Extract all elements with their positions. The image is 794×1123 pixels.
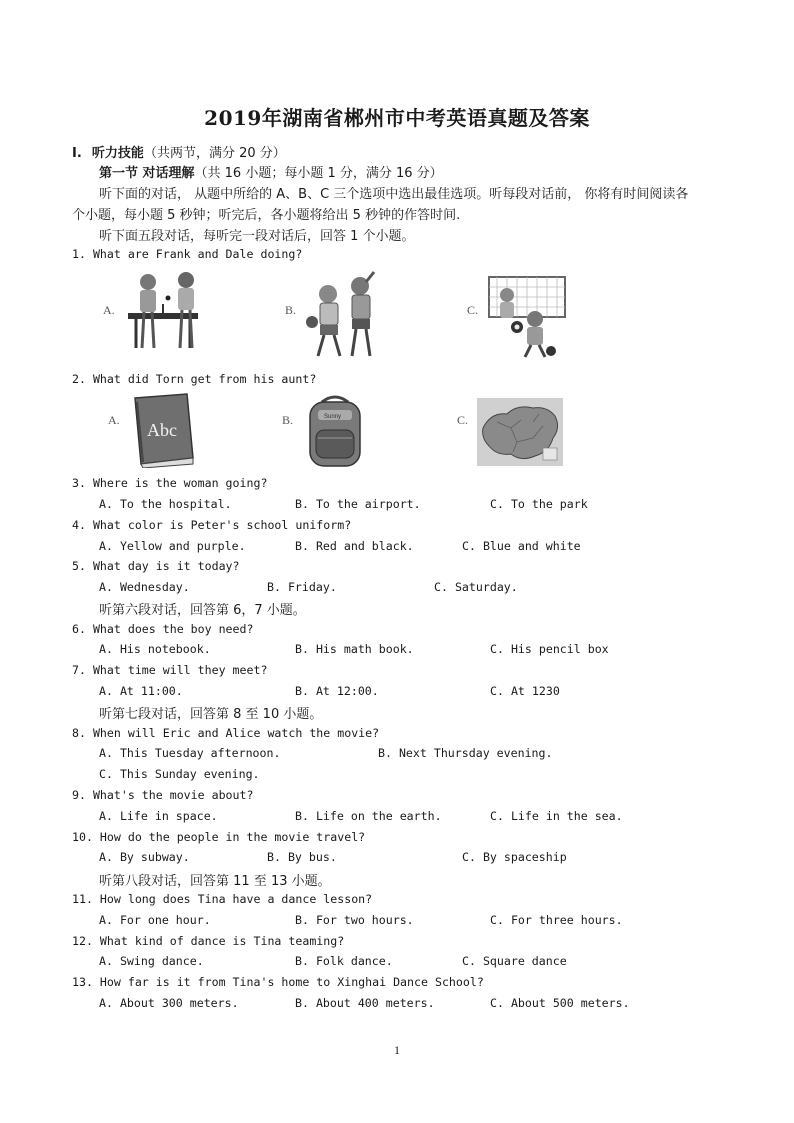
- q5-option-a: A. Wednesday.: [99, 580, 190, 594]
- q3-option-a: A. To the hospital.: [99, 497, 232, 511]
- basketball: [306, 316, 318, 328]
- question-6: 6. What does the boy need?: [72, 622, 254, 636]
- q2-label-a: A.: [108, 413, 120, 427]
- section1-title: 第一节 对话理解: [99, 166, 195, 181]
- q6-option-a: A. His notebook.: [99, 642, 211, 656]
- q4-option-a: A. Yellow and purple.: [99, 539, 246, 553]
- part1-number: I.: [72, 146, 82, 161]
- question-3: 3. Where is the woman going?: [72, 476, 268, 490]
- section1-heading: [99, 162, 443, 181]
- q3-option-b: B. To the airport.: [295, 497, 421, 511]
- part1-note: （共两节，满分 20 分）: [143, 146, 286, 161]
- section-note-6: 听第六段对话，回答第 6，7 小题。: [99, 603, 306, 618]
- q8-option-c: C. This Sunday evening.: [99, 767, 260, 781]
- question-8: 8. When will Eric and Alice watch the movie?: [72, 726, 380, 740]
- section-note-7: 听第七段对话，回答第 8 至 10 小题。: [99, 707, 323, 722]
- question-7: 7. What time will they meet?: [72, 663, 268, 677]
- q12-option-c: C. Square dance: [462, 954, 567, 968]
- q2-label-c: C.: [457, 413, 469, 427]
- instruction-line-3: 听下面五段对话，每听完一段对话后，回答 1 个小题。: [99, 229, 415, 244]
- question-2: 2. What did Torn get from his aunt?: [72, 372, 317, 386]
- q2-label-b: B.: [282, 413, 294, 427]
- q13-option-b: B. About 400 meters.: [295, 996, 435, 1010]
- q11-option-a: A. For one hour.: [99, 913, 211, 927]
- question-12: 12. What kind of dance is Tina teaming?: [72, 934, 345, 948]
- q12-option-b: B. Folk dance.: [295, 954, 393, 968]
- question-4: 4. What color is Peter's school uniform?: [72, 518, 352, 532]
- backpack-tag: Sunny: [324, 414, 342, 420]
- q13-option-c: C. About 500 meters.: [490, 996, 630, 1010]
- q8-option-a: A. This Tuesday afternoon.: [99, 746, 281, 760]
- q7-option-b: B. At 12:00.: [295, 684, 379, 698]
- q10-option-c: C. By spaceship: [462, 850, 567, 864]
- q6-option-c: C. His pencil box: [490, 642, 609, 656]
- q12-option-a: A. Swing dance.: [99, 954, 204, 968]
- question-5: 5. What day is it today?: [72, 559, 240, 573]
- question-13: 13. How far is it from Tina's home to Xinghai Dance School?: [72, 975, 484, 989]
- book-image: [127, 392, 197, 468]
- q11-option-c: C. For three hours.: [490, 913, 623, 927]
- q7-option-a: A. At 11:00.: [99, 684, 183, 698]
- question-1: 1. What are Frank and Dale doing?: [72, 247, 303, 261]
- page-number: 1: [394, 1043, 400, 1057]
- q8-option-b: B. Next Thursday evening.: [378, 746, 553, 760]
- q5-option-c: C. Saturday.: [434, 580, 518, 594]
- book-title-text: Abc: [147, 420, 177, 440]
- q9-option-c: C. Life in the sea.: [490, 809, 623, 823]
- q4-option-b: B. Red and black.: [295, 539, 414, 553]
- q1-label-a: A.: [103, 303, 115, 317]
- q1-label-c: C.: [467, 303, 479, 317]
- q7-option-c: C. At 1230: [490, 684, 560, 698]
- basketball-image: [300, 270, 385, 360]
- q6-option-b: B. His math book.: [295, 642, 414, 656]
- question-11: 11. How long does Tina have a dance lesson?: [72, 892, 373, 906]
- q13-option-a: A. About 300 meters.: [99, 996, 239, 1010]
- page-title: 2019年湖南省郴州市中考英语真题及答案: [204, 106, 590, 130]
- q1-label-b: B.: [285, 303, 297, 317]
- q10-option-a: A. By subway.: [99, 850, 190, 864]
- part1-heading: [72, 142, 286, 161]
- instruction-line-1: 听下面的对话， 从题中所给的 A、B、C 三个选项中选出最佳选项。听每段对话前， 你将有时间阅读各: [99, 187, 689, 202]
- section-note-8: 听第八段对话，回答第 11 至 13 小题。: [99, 874, 331, 889]
- part1-title: 听力技能: [91, 146, 144, 161]
- section1-note: （共 16 小题；每小题 1 分，满分 16 分）: [194, 166, 443, 181]
- q3-option-c: C. To the park: [490, 497, 588, 511]
- q9-option-a: A. Life in space.: [99, 809, 218, 823]
- soccer-image: [487, 275, 567, 360]
- map-image: [477, 398, 563, 466]
- q11-option-b: B. For two hours.: [295, 913, 414, 927]
- question-10: 10. How do the people in the movie travel?: [72, 830, 366, 844]
- q10-option-b: B. By bus.: [267, 850, 337, 864]
- q4-option-c: C. Blue and white: [462, 539, 581, 553]
- question-9: 9. What's the movie about?: [72, 788, 254, 802]
- instruction-line-2: 个小题，每小题 5 秒钟；听完后，各小题将给出 5 秒钟的作答时间.: [72, 208, 461, 223]
- ping-pong-image: [118, 268, 218, 358]
- q5-option-b: B. Friday.: [267, 580, 337, 594]
- q9-option-b: B. Life on the earth.: [295, 809, 442, 823]
- backpack-image: [300, 392, 370, 470]
